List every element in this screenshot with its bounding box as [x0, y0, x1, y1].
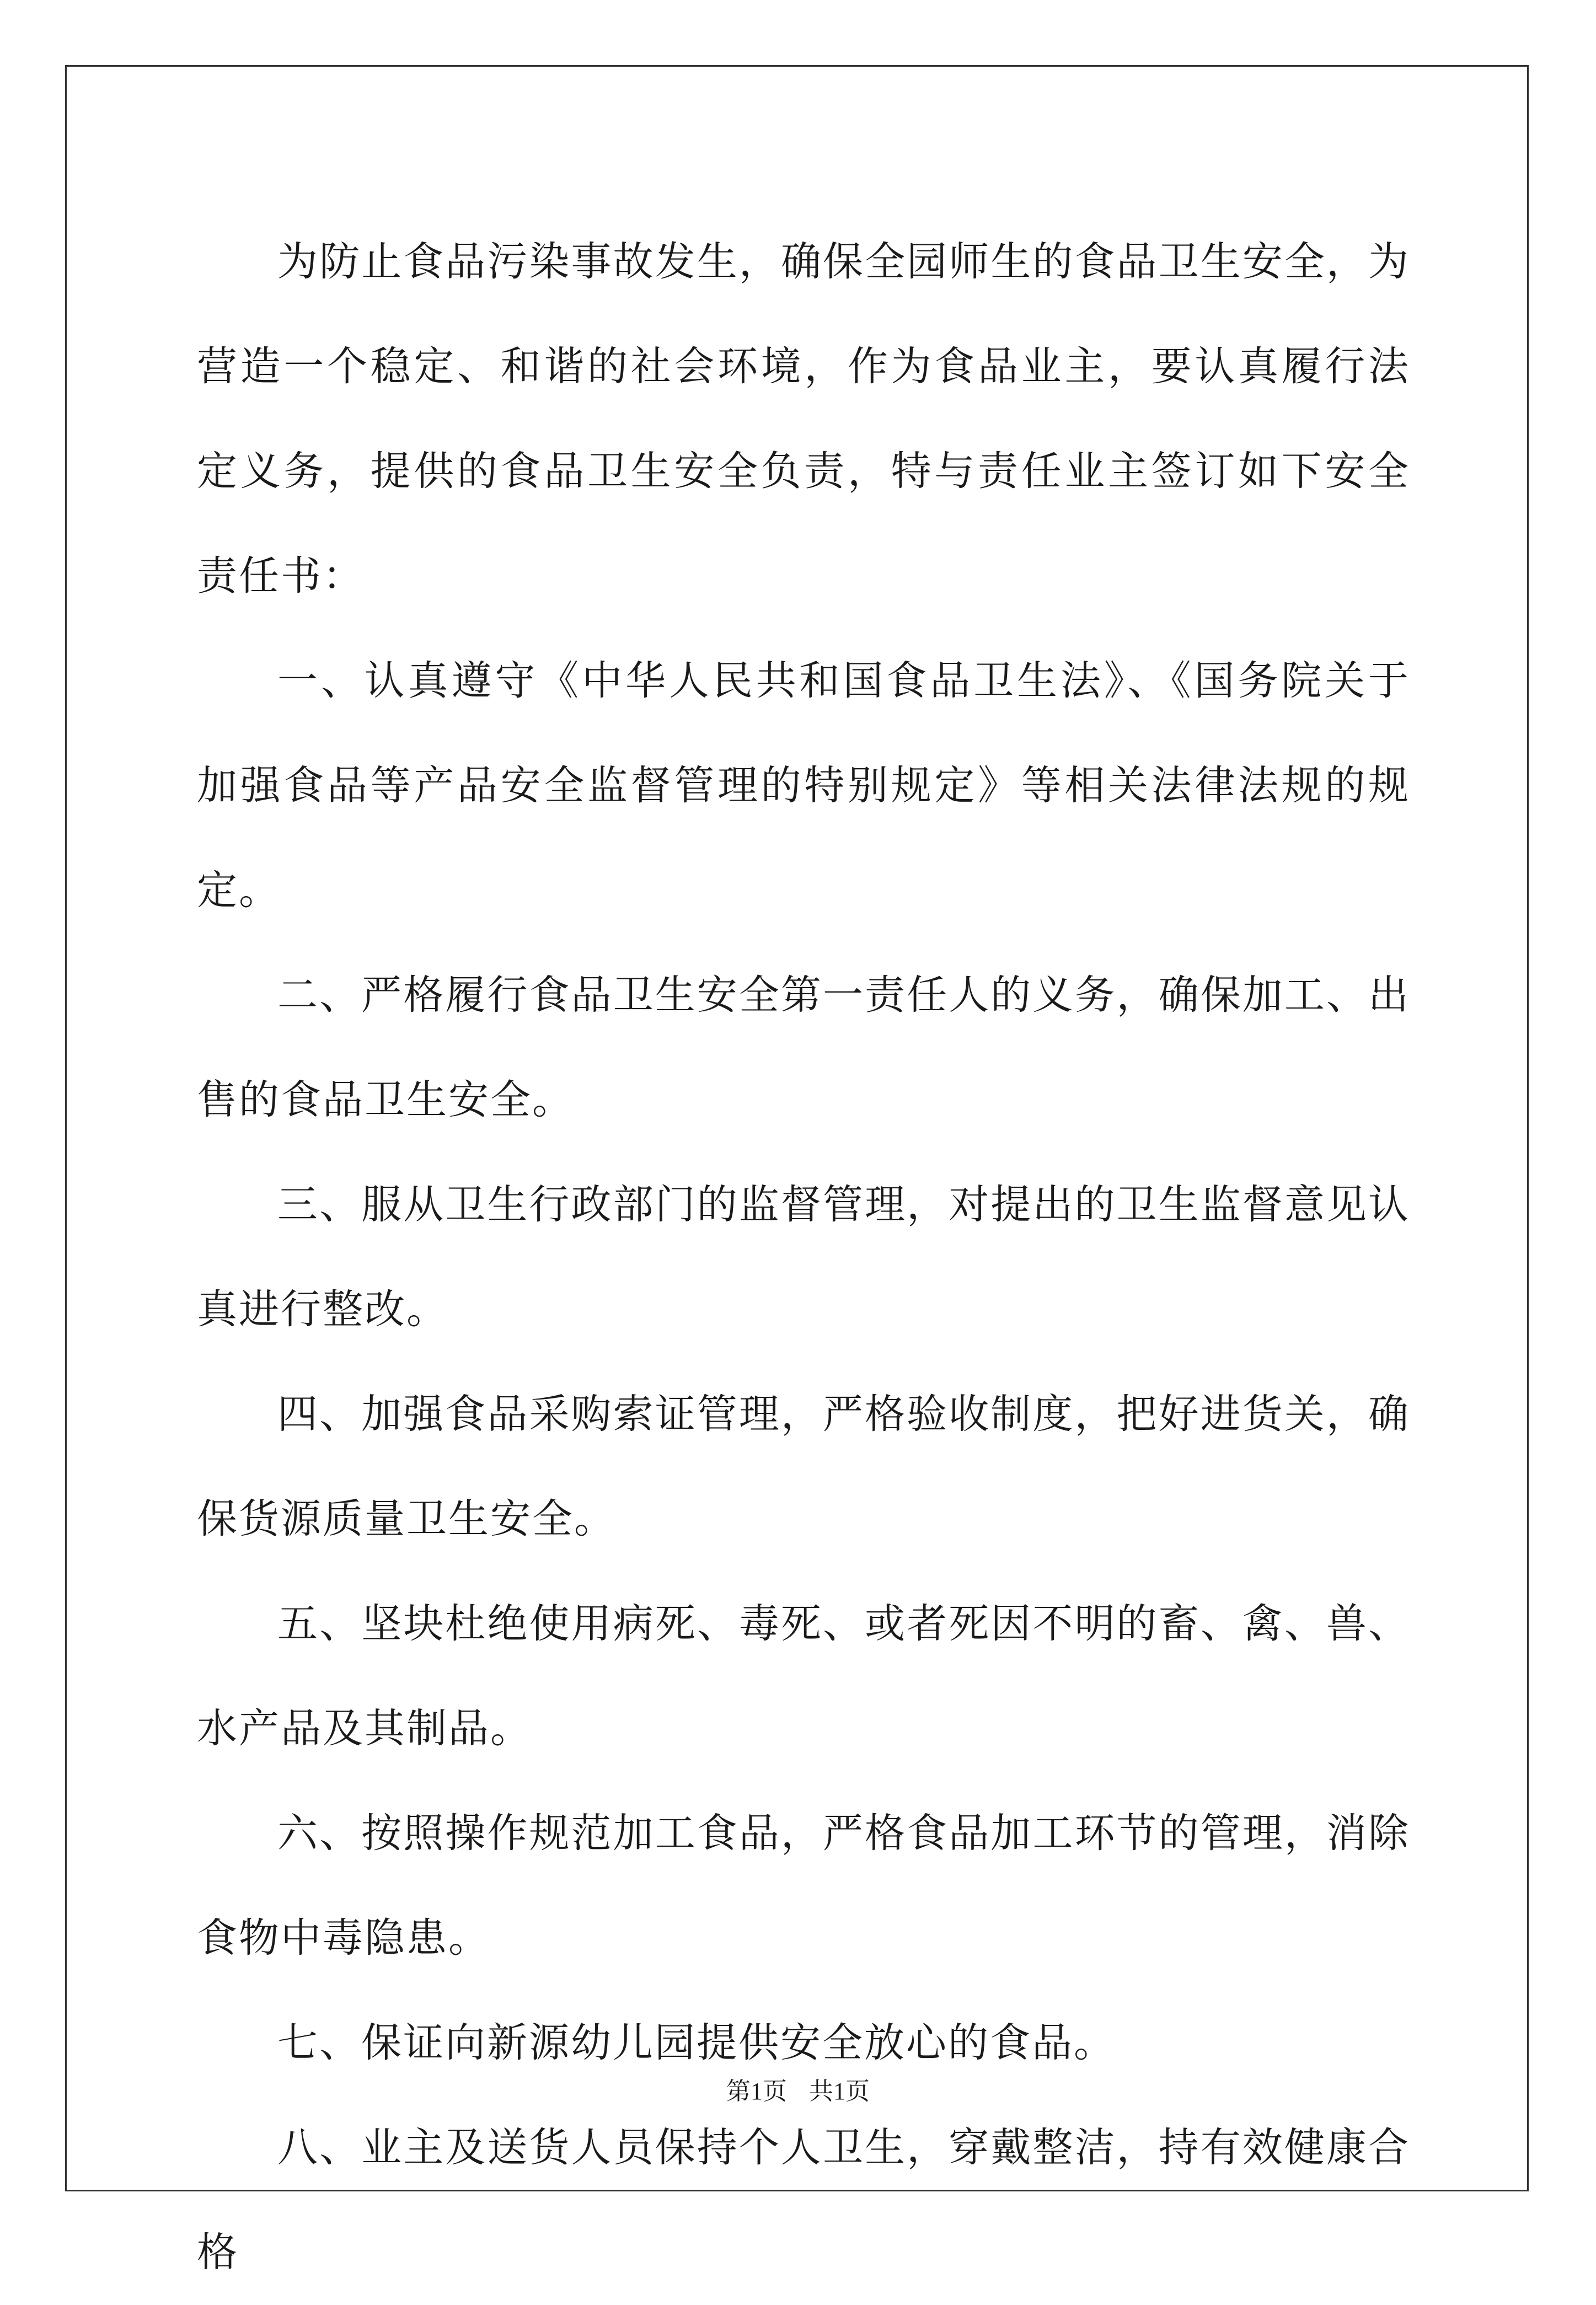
- page-number-total: 共1页: [809, 2078, 870, 2105]
- paragraph-item-3: 三、服从卫生行政部门的监督管理，对提出的卫生监督意见认真进行整改。: [197, 1181, 1410, 1333]
- paragraph-intro: 为防止食品污染事故发生，确保全园师生的食品卫生安全，为营造一个稳定、和谐的社会环境，作为食品业主，要认真履行法定义务，提供的食品卫生安全负责，特与责任业主签订如下安全责任书：: [197, 238, 1410, 599]
- page-footer: [0, 2075, 1596, 2108]
- paragraph-item-5: 五、坚块杜绝使用病死、毒死、或者死因不明的畜、禽、兽、水产品及其制品。: [197, 1600, 1410, 1752]
- page-number-current: 第1页: [726, 2078, 787, 2105]
- paragraph-item-7: 七、保证向新源幼儿园提供安全放心的食品。: [277, 2019, 1116, 2066]
- paragraph-item-4: 四、加强食品采购索证管理，严格验收制度，把好进货关，确保货源质量卫生安全。: [197, 1391, 1410, 1542]
- document-body: [197, 210, 1410, 2305]
- paragraph-item-8: 八、业主及送货人员保持个人卫生，穿戴整洁，持有效健康合格: [197, 2124, 1410, 2276]
- paragraph-item-2: 二、严格履行食品卫生安全第一责任人的义务，确保加工、出售的食品卫生安全。: [197, 972, 1410, 1123]
- paragraph-item-6: 六、按照操作规范加工食品，严格食品加工环节的管理，消除食物中毒隐患。: [197, 1810, 1410, 1961]
- paragraph-item-1: 一、认真遵守《中华人民共和国食品卫生法》、《国务院关于加强食品等产品安全监督管理的特别规定》等相关法律法规的规定。: [197, 657, 1410, 914]
